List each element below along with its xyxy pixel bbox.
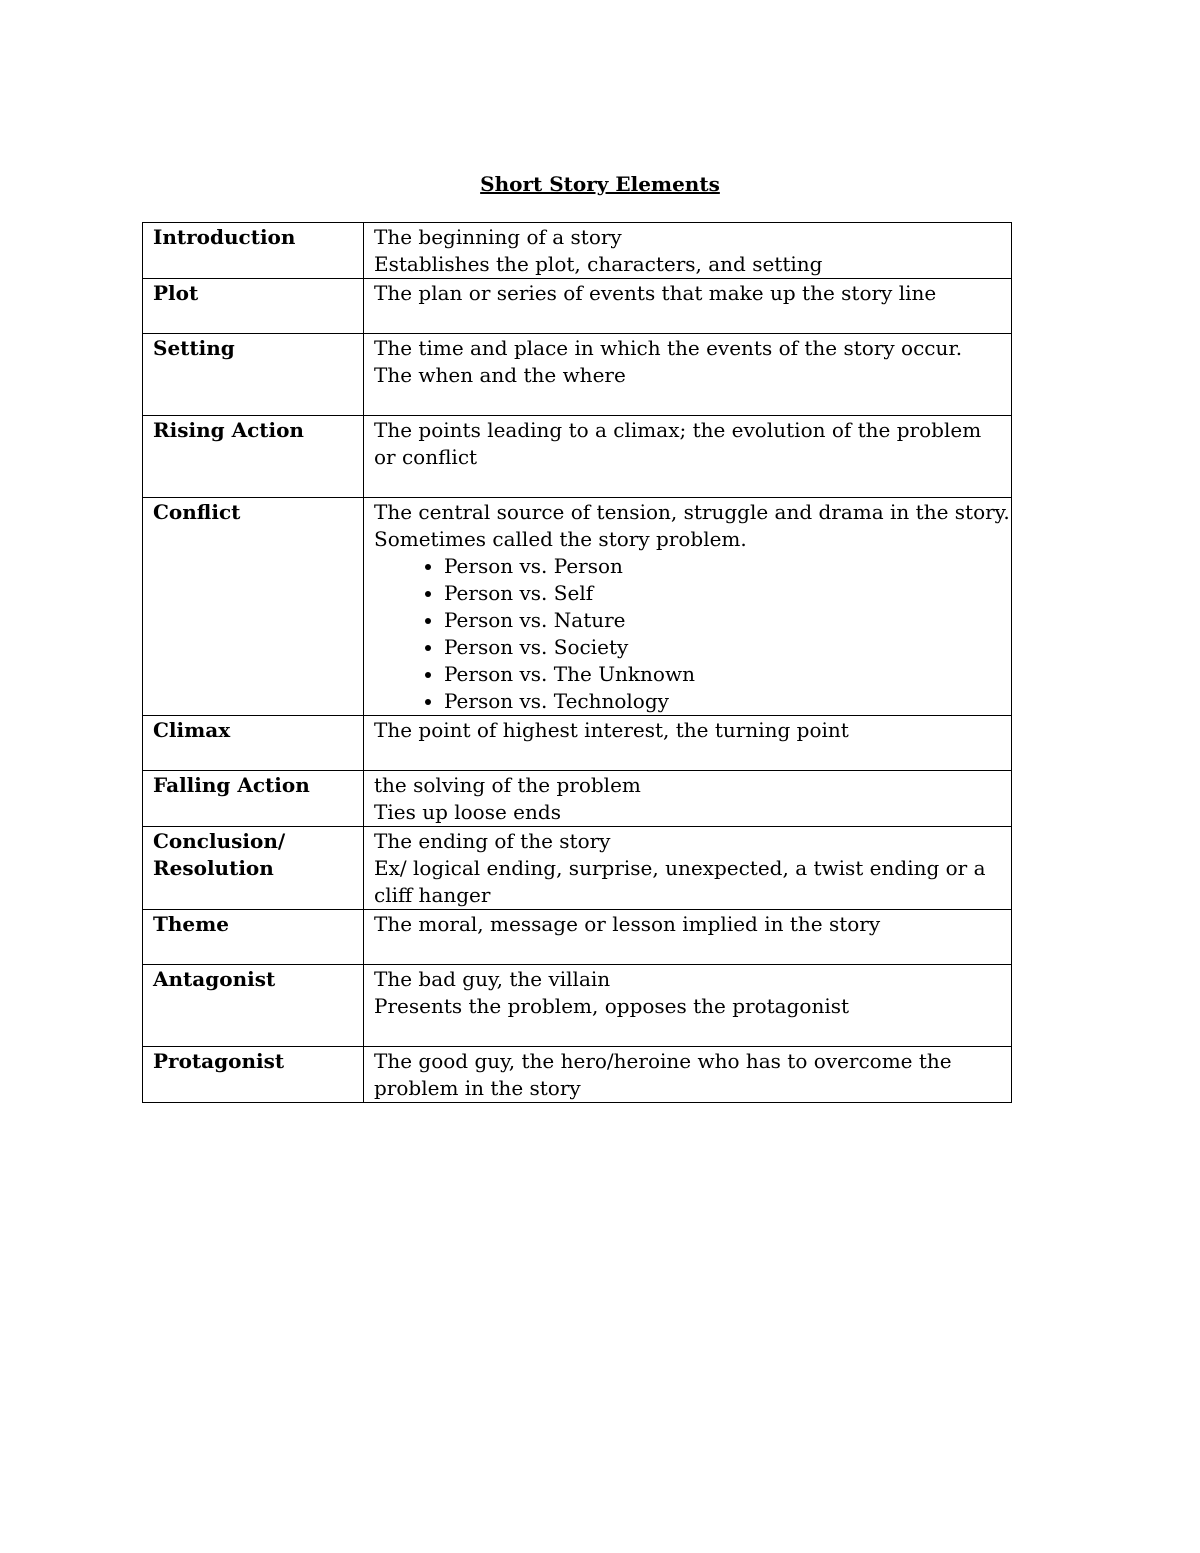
table-row-protagonist [143,1047,1012,1103]
term-cell: Conflict [143,498,364,716]
conflict-types-list [374,553,1001,715]
table-row-antagonist [143,965,1012,1047]
list-item: • Person vs. Person [444,553,1001,580]
term-cell: Theme [143,910,364,965]
definition-cell [364,334,1012,416]
definition-line: The bad guy, the villain [374,967,611,991]
table-row-rising-action [143,416,1012,498]
definition-line: Presents the problem, opposes the protagonist [374,994,850,1018]
list-item: • Person vs. Technology [444,688,1001,715]
term-cell [143,827,364,910]
definition-line: The beginning of a story [374,225,622,249]
table-row-plot [143,279,1012,334]
definition-cell [364,1047,1012,1103]
list-item: • Person vs. Nature [444,607,1001,634]
definition-text: The time and place in which the events of the story occur. The when and the where [374,336,963,387]
term-cell: Introduction [143,223,364,279]
list-item: • Person vs. Self [444,580,1001,607]
definition-cell [364,279,1012,334]
list-item: • Person vs. Society [444,634,1001,661]
definition-cell [364,498,1012,716]
table-row-falling-action [143,771,1012,827]
term-cell: Rising Action [143,416,364,498]
definition-cell [364,416,1012,498]
definition-line: The central source of tension, struggle and drama in the story. [374,500,1010,524]
definition-line: The ending of the story [374,829,611,853]
definition-line: the solving of the problem [374,773,641,797]
term-line: Conclusion/ [153,829,286,853]
definition-cell [364,965,1012,1047]
definition-line: Establishes the plot, characters, and setting [374,252,823,276]
table-row-setting [143,334,1012,416]
table-row-introduction [143,223,1012,279]
definition-line: The plan or series of events that make up the story line [374,281,937,305]
definition-cell [364,827,1012,910]
term-cell: Plot [143,279,364,334]
term-cell: Falling Action [143,771,364,827]
definition-line: The moral, message or lesson implied in the story [374,912,881,936]
table-row-climax [143,716,1012,771]
definition-text: Ex/ logical ending, surprise, unexpected, a twist ending or a cliff hanger [374,856,986,907]
term-cell: Setting [143,334,364,416]
table-row-conclusion [143,827,1012,910]
definition-text: The points leading to a climax; the evolution of the problem or conflict [374,418,982,469]
definition-text: The good guy, the hero/heroine who has to overcome the problem in the story [374,1049,952,1100]
table-row-conflict [143,498,1012,716]
definition-line: The point of highest interest, the turning point [374,718,849,742]
definition-line: Ties up loose ends [374,800,561,824]
definition-cell [364,223,1012,279]
table-row-theme [143,910,1012,965]
list-item: • Person vs. The Unknown [444,661,1001,688]
definition-cell [364,910,1012,965]
term-cell: Antagonist [143,965,364,1047]
term-cell: Climax [143,716,364,771]
term-cell: Protagonist [143,1047,364,1103]
definition-cell [364,716,1012,771]
term-line: Resolution [153,856,274,880]
definition-line: Sometimes called the story problem. [374,527,747,551]
definition-cell [364,771,1012,827]
elements-table [142,222,1012,1103]
page-title: Short Story Elements [480,172,720,196]
